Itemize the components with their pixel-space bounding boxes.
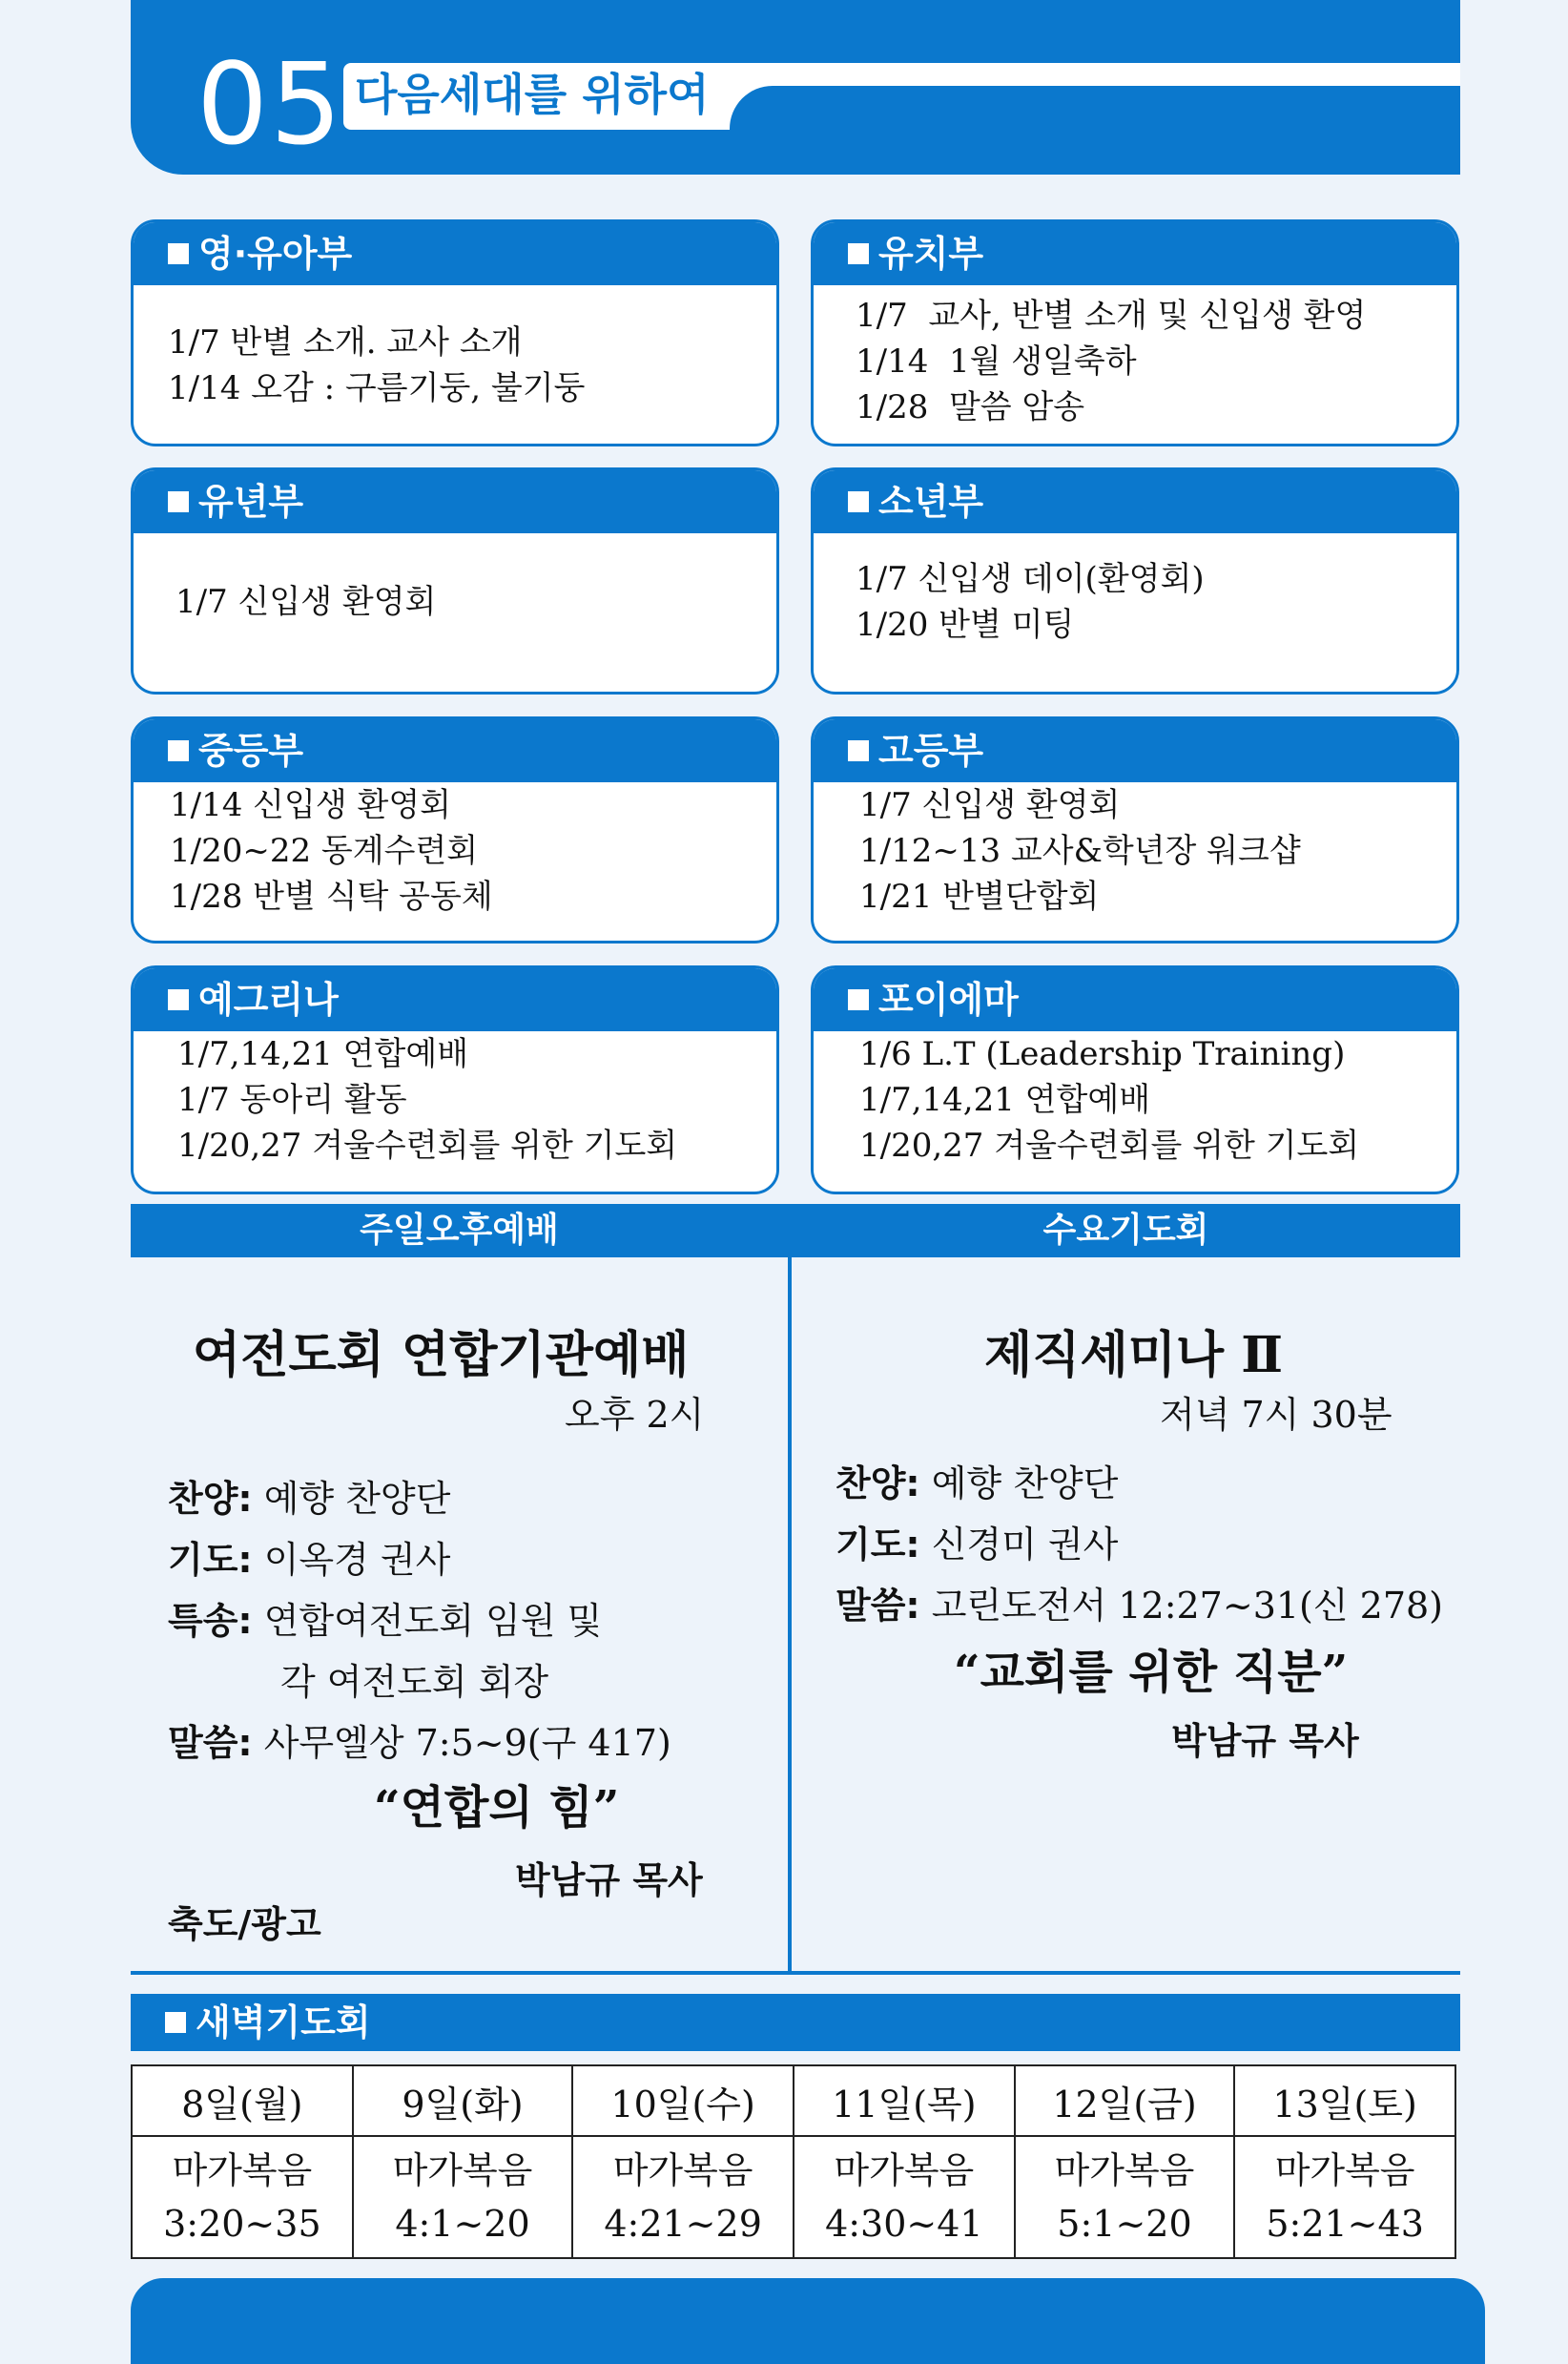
praise-label: 찬양: — [836, 1462, 920, 1504]
dept-line: 1/7 신입생 환영회 — [859, 786, 1121, 824]
passage-ref: 5:21~43 — [1266, 2203, 1424, 2245]
dept-name: 유치부 — [878, 233, 984, 275]
dept-header — [814, 719, 1456, 782]
dawn-prayer-table — [131, 2064, 1456, 2259]
dept-name: 유년부 — [198, 481, 304, 523]
dept-header — [814, 470, 1456, 533]
service-divider — [788, 1204, 792, 1975]
dept-box-kindergarten — [811, 219, 1459, 446]
service-bottom-line — [131, 1971, 1460, 1975]
dept-header — [134, 222, 776, 285]
passage-book: 마가복음 — [612, 2149, 753, 2191]
wednesday-praise — [836, 1454, 1118, 1506]
passage-ref: 4:30~41 — [825, 2203, 983, 2245]
dept-body — [814, 782, 1456, 920]
day-cell: 11일(목) — [794, 2065, 1015, 2136]
dept-name: 영·유아부 — [198, 233, 353, 275]
dept-line: 1/21 반별단합회 — [859, 878, 1100, 916]
dept-line: 1/28 반별 식탁 공동체 — [170, 878, 493, 916]
dept-body — [134, 782, 776, 920]
dept-line: 1/20~22 동계수련회 — [170, 832, 479, 870]
dept-name: 중등부 — [198, 730, 304, 772]
dept-name: 예그리나 — [198, 979, 339, 1021]
dept-body — [814, 1031, 1456, 1169]
passage-ref: 4:21~29 — [604, 2203, 762, 2245]
table-row — [132, 2065, 1455, 2136]
word-value: 고린도전서 12:27~31(신 278) — [931, 1585, 1444, 1627]
passage-ref: 3:20~35 — [163, 2203, 321, 2245]
dept-name: 고등부 — [878, 730, 984, 772]
dept-box-yegrina — [131, 965, 779, 1194]
dept-box-infant — [131, 219, 779, 446]
passage-book: 마가복음 — [834, 2149, 975, 2191]
passage-cell — [794, 2136, 1015, 2258]
square-bullet-icon — [848, 989, 869, 1010]
dept-header — [134, 968, 776, 1031]
dept-header — [134, 719, 776, 782]
passage-cell — [353, 2136, 573, 2258]
sunday-preacher: 박남규 목사 — [515, 1858, 703, 1901]
sunday-praise — [168, 1469, 450, 1522]
dept-body — [814, 533, 1456, 648]
passage-book: 마가복음 — [1274, 2149, 1415, 2191]
sunday-time: 오후 2시 — [565, 1394, 705, 1436]
prayer-value: 신경미 권사 — [931, 1524, 1119, 1566]
dept-box-poiema — [811, 965, 1459, 1194]
wednesday-sermon-title: “교회를 위한 직분” — [954, 1646, 1349, 1699]
passage-book: 마가복음 — [392, 2149, 533, 2191]
praise-value: 예향 찬양단 — [931, 1462, 1119, 1504]
dept-line: 1/20,27 겨울수련회를 위한 기도회 — [177, 1127, 678, 1165]
dept-line: 1/20,27 겨울수련회를 위한 기도회 — [859, 1127, 1360, 1165]
dept-body — [134, 533, 776, 625]
dept-box-middle — [131, 716, 779, 944]
square-bullet-icon — [168, 740, 189, 761]
prayer-label: 기도: — [168, 1539, 253, 1581]
sunday-prayer — [168, 1530, 450, 1583]
dept-body — [134, 1031, 776, 1169]
dept-box-elementary-lower — [131, 467, 779, 695]
praise-label: 찬양: — [168, 1478, 253, 1520]
passage-cell — [1015, 2136, 1235, 2258]
day-cell: 8일(월) — [132, 2065, 353, 2136]
word-label: 말씀: — [836, 1585, 920, 1627]
sunday-special-2: 각 여전도회 회장 — [280, 1661, 549, 1703]
word-value: 사무엘상 7:5~9(구 417) — [263, 1722, 671, 1764]
dept-line: 1/7 교사, 반별 소개 및 신입생 환영 — [856, 297, 1367, 335]
day-cell: 10일(수) — [572, 2065, 794, 2136]
sunday-sermon-title: “연합의 힘” — [374, 1781, 620, 1835]
prayer-value: 이옥경 권사 — [263, 1539, 451, 1581]
dept-name: 소년부 — [878, 481, 984, 523]
dept-line: 1/6 L.T (Leadership Training) — [859, 1035, 1346, 1073]
square-bullet-icon — [165, 2012, 186, 2033]
dept-header — [814, 222, 1456, 285]
square-bullet-icon — [168, 243, 189, 264]
dept-line: 1/14 오감 : 구름기둥, 불기둥 — [168, 369, 586, 407]
square-bullet-icon — [168, 989, 189, 1010]
sunday-service-bar: 주일오후예배 — [131, 1204, 788, 1257]
special-label: 특송: — [168, 1600, 253, 1642]
passage-book: 마가복음 — [172, 2149, 313, 2191]
special-value: 연합여전도회 임원 및 — [263, 1600, 603, 1642]
wednesday-service-bar: 수요기도회 — [792, 1204, 1460, 1257]
dept-line: 1/14 1월 생일축하 — [856, 342, 1137, 381]
dept-header — [814, 968, 1456, 1031]
square-bullet-icon — [848, 243, 869, 264]
dept-line: 1/28 말씀 암송 — [856, 388, 1085, 426]
section-title: 다음세대를 위하여 — [355, 69, 710, 120]
footer-bar — [131, 2278, 1485, 2364]
dept-box-elementary-upper — [811, 467, 1459, 695]
wednesday-word — [836, 1576, 1443, 1628]
day-cell: 13일(토) — [1234, 2065, 1455, 2136]
day-cell: 12일(금) — [1015, 2065, 1235, 2136]
word-label: 말씀: — [168, 1722, 253, 1764]
prayer-label: 기도: — [836, 1524, 920, 1566]
dept-body — [134, 285, 776, 411]
section-number: 05 — [196, 38, 344, 170]
square-bullet-icon — [848, 491, 869, 512]
passage-cell — [132, 2136, 353, 2258]
wednesday-preacher: 박남규 목사 — [1171, 1719, 1359, 1762]
day-cell: 9일(화) — [353, 2065, 573, 2136]
passage-cell — [1234, 2136, 1455, 2258]
dept-header — [134, 470, 776, 533]
wednesday-title: 제직세미나 Ⅱ — [984, 1326, 1284, 1384]
dept-body — [814, 285, 1456, 430]
wednesday-time: 저녁 7시 30분 — [1160, 1394, 1393, 1436]
sunday-special — [168, 1591, 602, 1644]
square-bullet-icon — [168, 491, 189, 512]
dept-line: 1/7 반별 소개. 교사 소개 — [168, 323, 523, 362]
dept-line: 1/7,14,21 연합예배 — [177, 1035, 469, 1073]
passage-book: 마가복음 — [1054, 2149, 1195, 2191]
dept-line: 1/7,14,21 연합예배 — [859, 1081, 1151, 1119]
table-row — [132, 2136, 1455, 2258]
wednesday-prayer — [836, 1515, 1118, 1567]
dept-line: 1/14 신입생 환영회 — [170, 786, 452, 824]
passage-ref: 5:1~20 — [1057, 2203, 1192, 2245]
dawn-prayer-header — [131, 1994, 1460, 2051]
header-tab-cut — [730, 86, 1460, 172]
dept-line: 1/7 신입생 데이(환영회) — [856, 560, 1205, 598]
sunday-title: 여전도회 연합기관예배 — [193, 1326, 690, 1384]
passage-ref: 4:1~20 — [395, 2203, 530, 2245]
sunday-extra: 축도/광고 — [168, 1902, 321, 1945]
dept-line: 1/7 동아리 활동 — [177, 1081, 407, 1119]
praise-value: 예향 찬양단 — [263, 1478, 451, 1520]
dept-line: 1/12~13 교사&학년장 워크샵 — [859, 832, 1301, 870]
dept-line: 1/20 반별 미팅 — [856, 606, 1075, 644]
dept-name: 포이에마 — [878, 979, 1019, 1021]
square-bullet-icon — [848, 740, 869, 761]
sunday-word — [168, 1713, 671, 1766]
passage-cell — [572, 2136, 794, 2258]
dept-line: 1/7 신입생 환영회 — [175, 583, 437, 621]
dept-box-high — [811, 716, 1459, 944]
dawn-prayer-title: 새벽기도회 — [196, 2001, 371, 2043]
